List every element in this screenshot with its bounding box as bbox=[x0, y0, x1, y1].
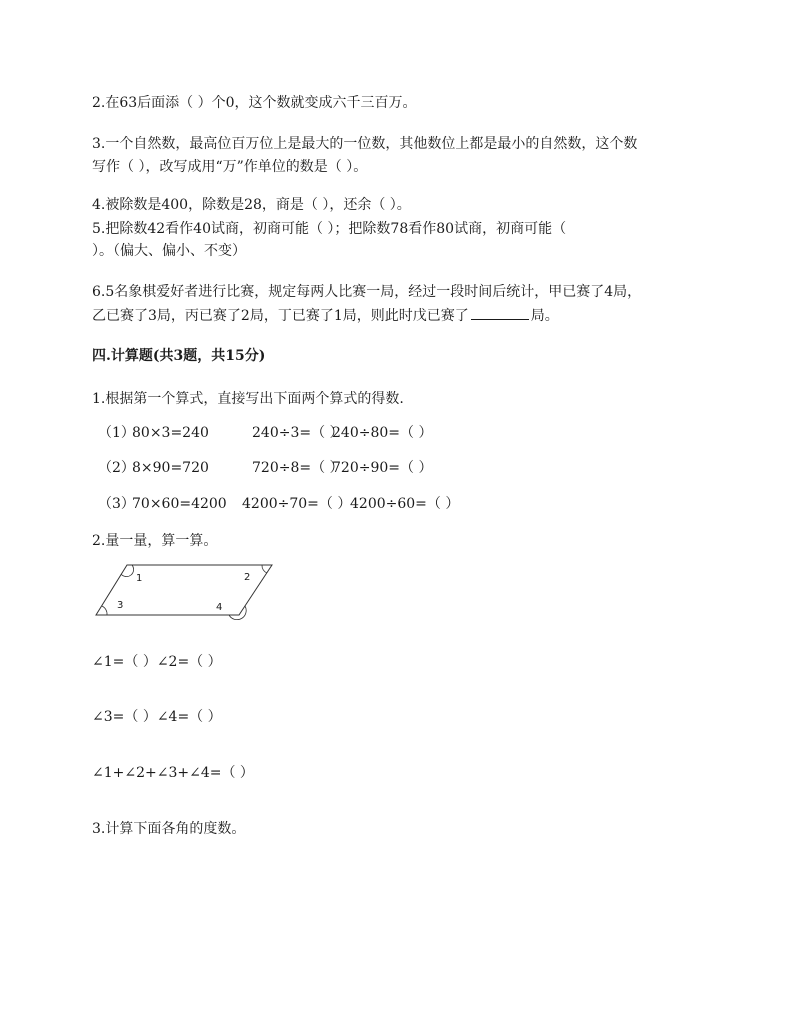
angle-answers-1: ∠1=（ ）∠2=（ ） bbox=[92, 654, 222, 670]
given-equation: 8×90=720 bbox=[132, 460, 209, 476]
angle-label-1: 1 bbox=[136, 573, 143, 584]
parallelogram-figure bbox=[94, 560, 276, 620]
angle-arc-3 bbox=[102, 606, 107, 615]
angle-label-2: 2 bbox=[244, 572, 251, 583]
given-equation: 70×60=4200 bbox=[132, 496, 227, 512]
equation-blank-b: 720÷90=（ ） bbox=[332, 460, 433, 476]
equation-blank-b: 240÷80=（ ） bbox=[332, 425, 433, 441]
equation-blank-b: 4200÷60=（ ） bbox=[350, 496, 460, 512]
angle-arc-2 bbox=[262, 565, 267, 573]
calc-question-2: 2.量一量，算一算。 bbox=[92, 533, 218, 549]
angle-label-3: 3 bbox=[117, 600, 124, 611]
calc-question-1: 1.根据第一个算式，直接写出下面两个算式的得数. bbox=[92, 391, 404, 407]
angle-label-4: 4 bbox=[216, 602, 223, 613]
question-6-line-1: 6.5名象棋爱好者进行比赛，规定每两人比赛一局，经过一段时间后统计，甲已赛了4局， bbox=[92, 284, 642, 300]
answer-blank[interactable] bbox=[471, 305, 529, 320]
row-index: （2） bbox=[98, 460, 135, 476]
equation-blank-a: 4200÷70=（ ） bbox=[242, 496, 352, 512]
angle-sum: ∠1+∠2+∠3+∠4=（ ） bbox=[92, 765, 254, 781]
section-heading: 四.计算题(共3题，共15分) bbox=[92, 348, 266, 364]
equation-blank-a: 240÷3=（ ） bbox=[252, 425, 344, 441]
question-6-text: 乙已赛了3局，丙已赛了2局，丁已赛了1局，则此时戊已赛了 bbox=[92, 308, 469, 324]
given-equation: 80×3=240 bbox=[132, 425, 209, 441]
calc-question-3: 3.计算下面各角的度数。 bbox=[92, 821, 246, 837]
question-4: 4.被除数是400，除数是28，商是（ ），还余（ ）。 bbox=[92, 197, 411, 213]
row-index: （1） bbox=[98, 425, 135, 441]
row-index: （3） bbox=[98, 496, 135, 512]
question-5-line-2: ）。（偏大、偏小、不变） bbox=[92, 243, 246, 259]
angle-answers-2: ∠3=（ ）∠4=（ ） bbox=[92, 709, 222, 725]
question-2: 2.在63后面添（ ）个0，这个数就变成六千三百万。 bbox=[92, 95, 417, 111]
question-6-line-2 bbox=[92, 305, 559, 325]
question-5-line-1: 5.把除数42看作40试商，初商可能（ ）；把除数78看作80试商，初商可能（ bbox=[92, 221, 567, 237]
equation-blank-a: 720÷8=（ ） bbox=[252, 460, 344, 476]
question-3-line-2: 写作（ ），改写成用“万”作单位的数是（ ）。 bbox=[92, 159, 368, 175]
question-3-line-1: 3.一个自然数，最高位百万位上是最大的一位数，其他数位上都是最小的自然数，这个数 bbox=[92, 136, 638, 152]
question-6-suffix: 局。 bbox=[530, 308, 559, 324]
